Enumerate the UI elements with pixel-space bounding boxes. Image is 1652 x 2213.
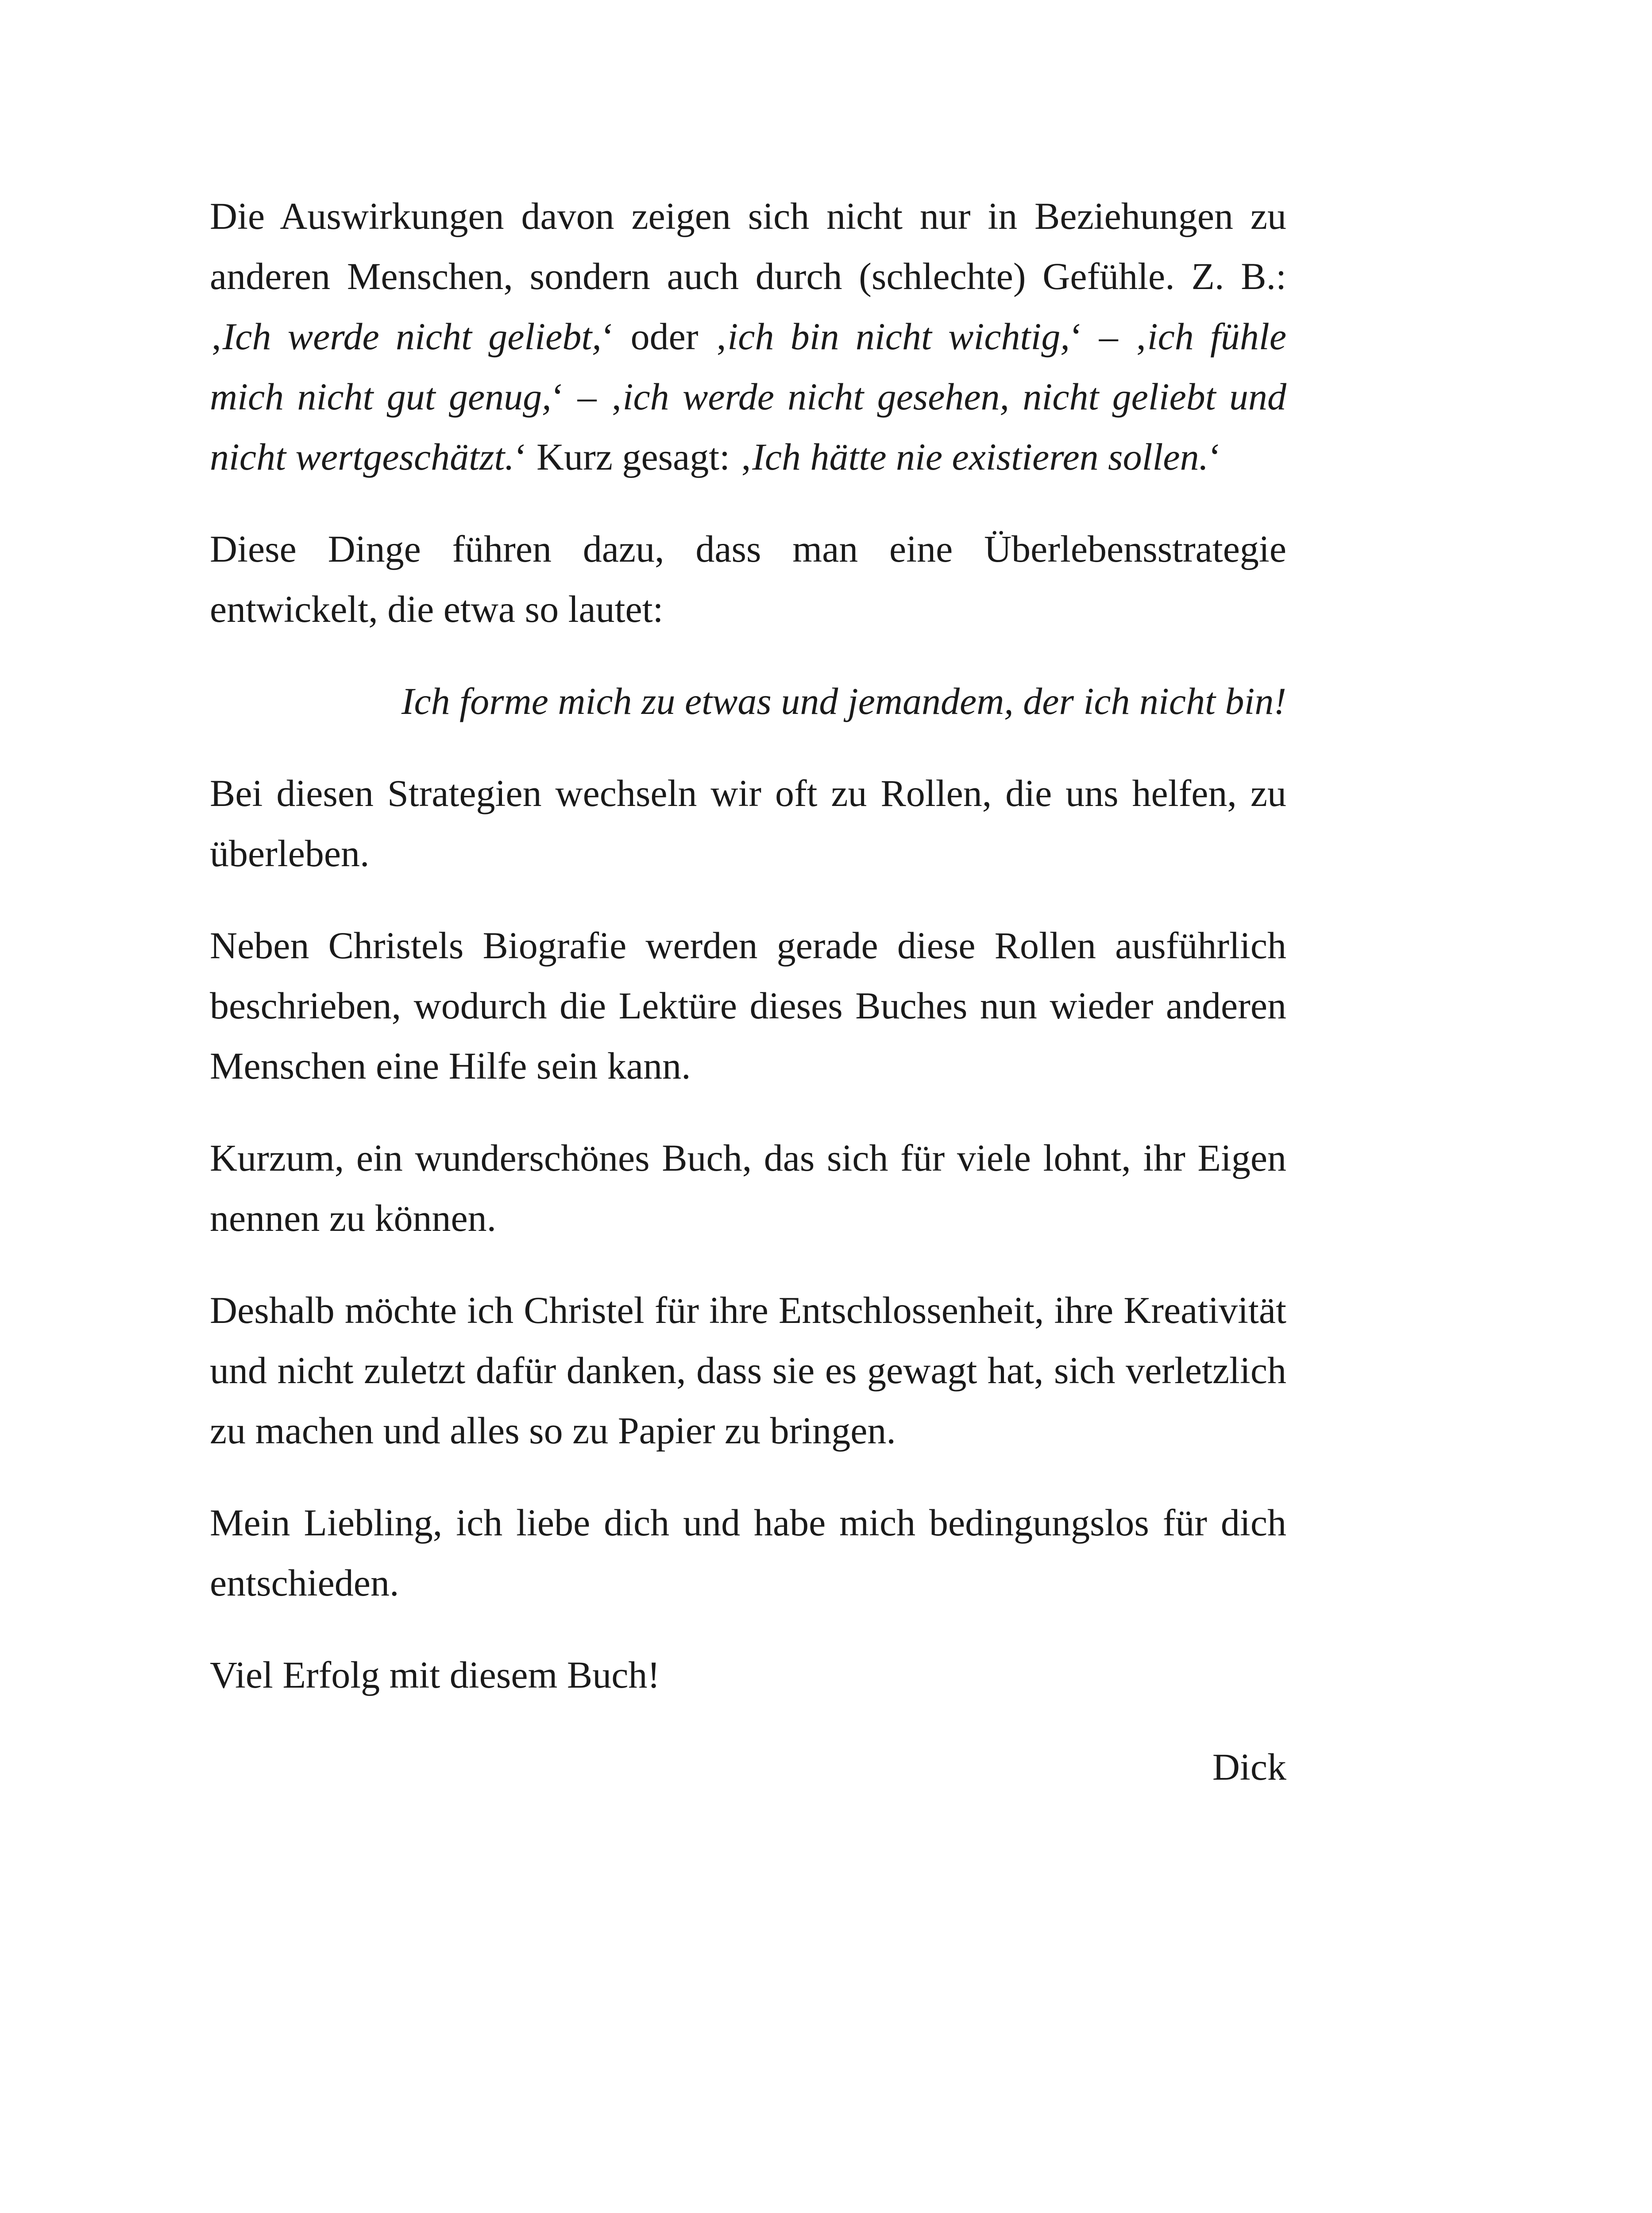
paragraph-strategy: Diese Dinge führen dazu, dass man eine Überlebensstrategie entwickelt, die etwa so lautet: [210,528,1286,630]
text-run: ‘ oder ‚ [601,315,728,358]
text-run: ‘ – ‚ [1069,315,1147,358]
paragraph-thanks: Deshalb möchte ich Christel für ihre Entschlossenheit, ihre Kreativität und nicht zuletzt dafür danken, dass sie es gewagt hat, sich verletzlich zu machen und alles so zu Papier zu bringen. [210,1289,1286,1452]
paragraph-love: Mein Liebling, ich liebe dich und habe mich bedingungslos für dich entschieden. [210,1501,1286,1604]
italic-quote: ich fühle mich nicht gut genug, [210,315,1287,418]
text-run: ‘ Kurz gesagt: ‚ [514,436,753,478]
text-run: ‘ [1208,436,1221,478]
paragraph-biography: Neben Christels Biografie werden gerade diese Rollen ausführlich beschrieben, wodurch die Lektüre dieses Buches nun wieder anderen Menschen eine Hilfe sein kann. [210,924,1286,1087]
strategy-quote: Ich forme mich zu etwas und jemandem, der ich nicht bin! [401,680,1286,722]
paragraph-feelings [210,186,1286,487]
paragraph-closing: Viel Erfolg mit diesem Buch! [210,1654,660,1696]
italic-quote: ich werde nicht gesehen, nicht geliebt und nicht wertgeschätzt. [210,375,1287,478]
italic-quote: Ich werde nicht geliebt, [222,315,602,358]
italic-quote: Ich hätte nie existieren sollen. [752,436,1209,478]
paragraph-roles: Bei diesen Strategien wechseln wir oft zu Rollen, die uns helfen, zu überleben. [210,772,1286,875]
paragraph-summary: Kurzum, ein wunderschönes Buch, das sich für viele lohnt, ihr Eigen nennen zu können. [210,1137,1286,1239]
signature: Dick [1212,1746,1286,1788]
body-text [210,186,1286,1797]
italic-quote: ich bin nicht wichtig, [727,315,1070,358]
text-run: Die Auswirkungen davon zeigen sich nicht nur in Beziehungen zu anderen Menschen, sondern auch durch (schlechte) Gefühle. Z. B.: ‚ [210,195,1286,358]
text-run: ‘ – ‚ [551,375,623,418]
